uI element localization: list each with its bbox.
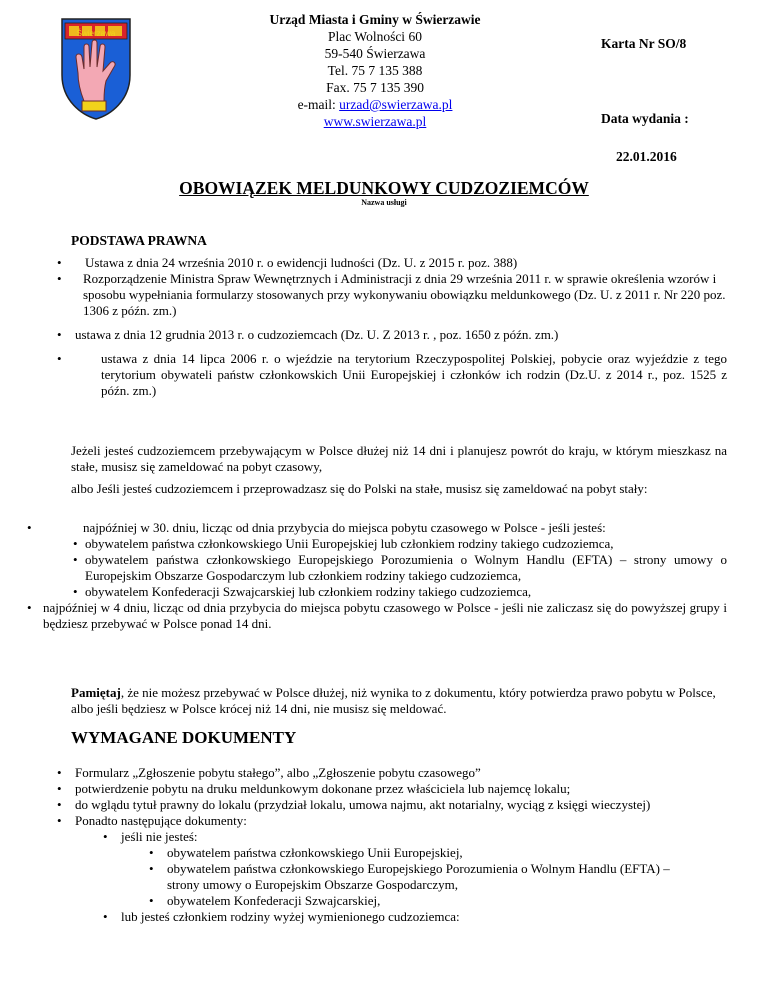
document-subtitle: Nazwa usługi (361, 198, 407, 207)
document-item (55, 765, 727, 781)
deadline-item-text: najpóźniej w 30. dniu, licząc od dnia przybycia do miejsca pobytu czasowego w Polsce - jeśli jesteś: (83, 520, 606, 535)
document-subsubitem-text: obywatelem państwa członkowskiego Unii Europejskiej, (167, 845, 463, 860)
office-address1: Plac Wolności 60 (328, 29, 422, 44)
intro-paragraph-2: albo Jeśli jesteś cudzoziemcem i przeprowadzasz się do Polski na stałe, musisz się zameldować na pobyt stały: (71, 481, 648, 496)
document-title-block (0, 178, 768, 208)
issue-date: 22.01.2016 (616, 149, 677, 164)
document-subitem (101, 909, 727, 925)
office-address2: 59-540 Świerzawa (324, 46, 426, 61)
documents-heading: WYMAGANE DOKUMENTY (71, 728, 297, 747)
remember-text: , że nie możesz przebywać w Polsce dłużej, niż wynika to z dokumentu, który potwierdza prawo pobytu w Polsce, albo jeśli będziesz w Polsce krócej niż 14 dni, nie musisz się meldować. (71, 685, 716, 716)
document-item-text: potwierdzenie pobytu na druku meldunkowym dokonane przez właściciela lub najemcę lokalu; (75, 781, 571, 796)
website-link[interactable]: www.swierzawa.pl (323, 114, 427, 129)
document-item (55, 813, 727, 925)
crest-banner-text: Świerzawa (76, 29, 116, 38)
document-subsubitem (147, 845, 727, 861)
document-subsubitem-text: obywatelem Konfederacji Szwajcarskiej, (167, 893, 381, 908)
remember-label: Pamiętaj (71, 685, 121, 700)
document-subitem (101, 829, 727, 909)
document-item (55, 781, 727, 797)
deadline-item (25, 520, 727, 600)
legal-item (55, 255, 727, 271)
office-fax: Fax. 75 7 135 390 (326, 80, 424, 95)
document-subsubitem (147, 893, 727, 909)
office-email-line (230, 96, 520, 113)
legal-heading: PODSTAWA PRAWNA (71, 233, 207, 248)
deadline-item-text: najpóźniej w 4 dniu, licząc od dnia przybycia do miejsca pobytu czasowego w Polsce - jeśli nie zaliczasz się do powyższej grupy i będziesz przebywać w Polsce ponad 14 dni. (43, 600, 727, 631)
document-item-text: do wglądu tytuł prawny do lokalu (przydział lokalu, umowa najmu, akt notarialny, wyciąg z księgi wieczystej) (75, 797, 651, 812)
documents-subsublist (147, 845, 727, 909)
deadlines-list (25, 520, 727, 632)
document-subitem-text: jeśli nie jesteś: (121, 829, 198, 844)
coat-of-arms-logo (60, 17, 132, 121)
legal-item (55, 351, 727, 399)
legal-item-text: Rozporządzenie Ministra Spraw Wewnętrznych i Administracji z dnia 29 września 2011 r. w sprawie określenia wzorów i sposobu wypełniania formularzy stosowanych przy wykonywaniu obowiązku meldunkowego (Dz. U. z 2011 r. Nr 220 poz. 1306 z późn. zm.) (83, 271, 726, 318)
legal-item-text: ustawa z dnia 12 grudnia 2013 r. o cudzoziemcach (Dz. U. Z 2013 r. , poz. 1650 z późn. zm.) (75, 327, 559, 342)
document-item-text: Ponadto następujące dokumenty: (75, 813, 247, 828)
document-title: OBOWIĄZEK MELDUNKOWY CUDZOZIEMCÓW (179, 178, 589, 198)
issue-label: Data wydania : (601, 111, 689, 126)
card-number: Karta Nr SO/8 (601, 36, 687, 51)
deadline-subitem (71, 552, 727, 584)
legal-item-text: ustawa z dnia 14 lipca 2006 r. o wjeździe na terytorium Rzeczypospolitej Polskiej, pobycie oraz wyjeździe z tego terytorium obywateli państw członkowskich Unii Europejskiej i członków ich rodzin (Dz.U. z 2014 r., poz. 1525 z późn. zm.) (101, 351, 727, 398)
email-link[interactable]: urzad@swierzawa.pl (339, 97, 453, 112)
deadline-subitem-text: obywatelem państwa członkowskiego Europejskiego Porozumienia o Wolnym Handlu (EFTA) – strony umowy o Europejskim Obszarze Gospodarczym lub członkiem rodziny takiego cudzoziemca, (85, 552, 727, 583)
email-label: e-mail: (297, 97, 340, 112)
office-header (230, 11, 520, 130)
document-subsubitem (147, 861, 687, 893)
remember-note (71, 685, 731, 717)
deadline-sublist (71, 536, 727, 600)
office-name: Urząd Miasta i Gminy w Świerzawie (269, 12, 481, 27)
documents-sublist (101, 829, 727, 925)
deadline-subitem-text: obywatelem Konfederacji Szwajcarskiej lub członkiem rodziny takiego cudzoziemca, (85, 584, 532, 599)
deadline-subitem (71, 584, 727, 600)
intro-paragraph: Jeżeli jesteś cudzoziemcem przebywającym w Polsce dłużej niż 14 dni i planujesz powrót do kraju, w którym mieszkasz na stałe, musisz się zameldować na pobyt czasowy, (71, 443, 727, 474)
deadline-subitem-text: obywatelem państwa członkowskiego Unii Europejskiej lub członkiem rodziny takiego cudzoziemca, (85, 536, 614, 551)
document-item-text: Formularz „Zgłoszenie pobytu stałego”, albo „Zgłoszenie pobytu czasowego” (75, 765, 481, 780)
document-item (55, 797, 727, 813)
legal-item (55, 327, 727, 343)
deadline-subitem (71, 536, 727, 552)
documents-list (55, 765, 727, 925)
legal-list (55, 255, 727, 399)
legal-item (55, 271, 727, 319)
deadline-item (25, 600, 727, 632)
document-subitem-text: lub jesteś członkiem rodziny wyżej wymienionego cudzoziemca: (121, 909, 460, 924)
office-tel: Tel. 75 7 135 388 (327, 63, 423, 78)
document-subsubitem-text: obywatelem państwa członkowskiego Europejskiego Porozumienia o Wolnym Handlu (EFTA) – strony umowy o Europejskim Obszarze Gospodarczym, (167, 861, 670, 892)
legal-item-text: Ustawa z dnia 24 września 2010 r. o ewidencji ludności (Dz. U. z 2015 r. poz. 388) (85, 255, 518, 270)
